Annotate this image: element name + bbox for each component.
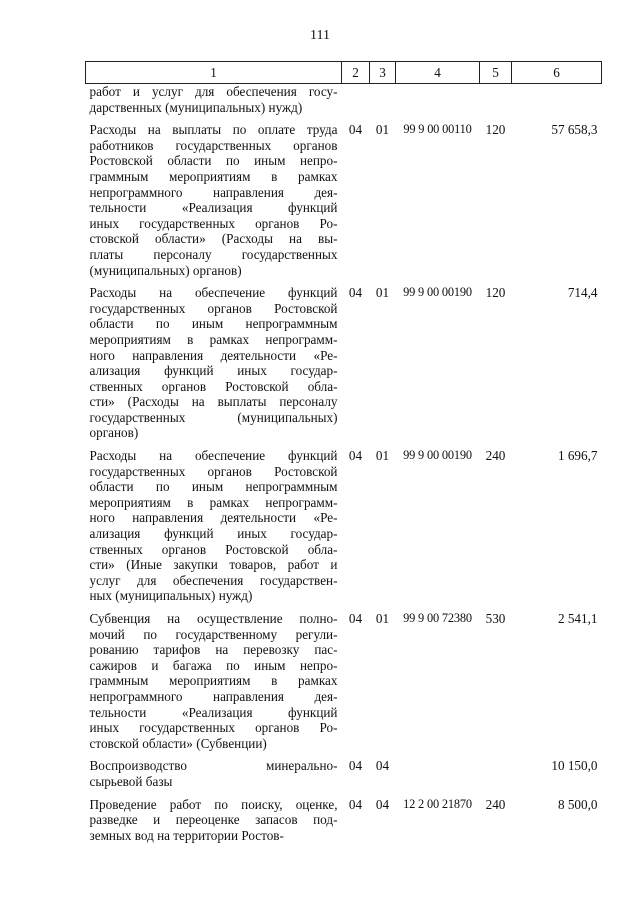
description-line: сти» (Иные закупки товаров, работ и: [89, 557, 338, 573]
header-col-3: 3: [370, 62, 396, 84]
row-target-code: 99 9 00 00190: [403, 285, 472, 300]
description-line: сти» (Расходы на выплаты персоналу: [89, 394, 338, 410]
row-subsection: [370, 84, 396, 116]
description-line: ного направления деятельности «Ре-: [89, 510, 338, 526]
description-line: тельности «Реализация функций: [89, 200, 338, 216]
row-section: [342, 84, 370, 116]
row-target-code: 99 9 00 00110: [403, 122, 472, 137]
header-col-5: 5: [480, 62, 512, 84]
table-row: [86, 84, 602, 116]
description-line: земных вод на территории Ростов-: [89, 827, 284, 843]
row-target-code: 99 9 00 72380: [403, 611, 472, 625]
row-amount: 57 658,3: [551, 122, 598, 138]
row-section: 04: [348, 448, 363, 464]
description-line: государственных органов Ростовской: [89, 463, 338, 479]
row-description: [86, 84, 342, 116]
header-col-1: 1: [86, 62, 342, 84]
table-row: [86, 790, 602, 844]
row-expense-type: 120: [485, 285, 506, 301]
description-line: Ростовской области по иным непро-: [89, 153, 338, 169]
row-target-code: [396, 751, 480, 789]
description-line: сажиров и багажа по иным непро-: [89, 657, 338, 673]
table-row: [86, 278, 602, 441]
description-line: рованию тарифов на перевозку пас-: [89, 642, 338, 658]
row-amount: [512, 84, 602, 116]
description-line: сырьевой базы: [89, 773, 173, 789]
description-line: мочий по государственному регули-: [89, 626, 338, 642]
row-subsection: 04: [375, 758, 390, 774]
row-amount: 2 541,1: [557, 611, 598, 626]
row-description: [86, 604, 342, 751]
description-line: непрограммного направления дея-: [89, 688, 338, 704]
row-description: [86, 790, 342, 844]
table-row: [86, 604, 602, 751]
row-expense-type: 240: [485, 796, 506, 812]
header-col-2: 2: [342, 62, 370, 84]
row-expense-type: [480, 84, 512, 116]
description-line: ного направления деятельности «Ре-: [89, 347, 338, 363]
row-subsection: 01: [375, 448, 390, 464]
row-description: [86, 751, 342, 789]
row-subsection: 04: [375, 796, 390, 812]
description-line: тельности «Реализация функций: [89, 704, 338, 720]
budget-table: [85, 61, 602, 843]
description-line: работников государственных органов: [89, 137, 338, 153]
table-row: [86, 441, 602, 604]
description-line: дарственных (муниципальных) нужд): [89, 99, 303, 115]
row-section: 04: [348, 758, 363, 774]
row-section: 04: [348, 285, 363, 301]
table-body: [86, 84, 602, 844]
row-expense-type: 240: [485, 448, 506, 464]
table-header: [86, 62, 602, 84]
row-target-code: 12 2 00 21870: [403, 796, 472, 811]
page-number: 111: [310, 28, 330, 43]
header-col-4: 4: [396, 62, 480, 84]
row-description: [86, 278, 342, 441]
description-line: Субвенция на осуществление полно-: [89, 611, 338, 626]
row-description: [86, 441, 342, 604]
row-amount: 8 500,0: [557, 796, 598, 812]
row-subsection: 01: [375, 285, 390, 301]
description-line: разведке и переоценке запасов под-: [89, 812, 338, 828]
row-section: 04: [348, 122, 363, 138]
description-line: непрограммного направления дея-: [89, 184, 338, 200]
description-line: государственных органов Ростовской: [89, 300, 338, 316]
row-amount: 1 696,7: [557, 448, 598, 464]
description-line: государственных (муниципальных): [89, 409, 338, 425]
description-line: ственных органов Ростовской обла-: [89, 541, 338, 557]
header-col-6: 6: [512, 62, 602, 84]
table-row: [86, 115, 602, 278]
row-expense-type: [480, 751, 512, 789]
description-line: Воспроизводство минерально-: [89, 758, 338, 774]
description-line: иных государственных органов Ро-: [89, 720, 338, 736]
row-amount: 10 150,0: [551, 758, 598, 774]
description-line: области по иным непрограммным: [89, 479, 338, 495]
row-amount: 714,4: [567, 285, 598, 301]
description-line: (муниципальных) органов): [89, 262, 242, 278]
row-target-code: 99 9 00 00190: [403, 448, 472, 463]
row-subsection: 01: [375, 122, 390, 138]
description-line: Расходы на выплаты по оплате труда: [89, 122, 338, 138]
description-line: органов): [89, 425, 139, 441]
row-target-code: [396, 84, 480, 116]
row-section: 04: [348, 796, 363, 812]
description-line: граммным мероприятиям в рамках: [89, 168, 338, 184]
description-line: ализация функций иных государ-: [89, 526, 338, 542]
description-line: ализация функций иных государ-: [89, 363, 338, 379]
description-line: Проведение работ по поиску, оценке,: [89, 796, 338, 812]
description-line: ственных органов Ростовской обла-: [89, 378, 338, 394]
description-line: ных (муниципальных) нужд): [89, 588, 253, 604]
description-line: работ и услуг для обеспечения госу-: [89, 84, 338, 99]
description-line: мероприятиям в рамках непрограмм-: [89, 494, 338, 510]
description-line: стовской области» (Расходы на вы-: [89, 231, 338, 247]
row-expense-type: 120: [485, 122, 506, 138]
description-line: области по иным непрограммным: [89, 316, 338, 332]
description-line: Расходы на обеспечение функций: [89, 448, 338, 464]
description-line: граммным мероприятиям в рамках: [89, 673, 338, 689]
row-section: 04: [348, 611, 363, 626]
row-subsection: 01: [375, 611, 390, 626]
row-description: [86, 115, 342, 278]
description-line: Расходы на обеспечение функций: [89, 285, 338, 301]
description-line: иных государственных органов Ро-: [89, 215, 338, 231]
description-line: мероприятиям в рамках непрограмм-: [89, 331, 338, 347]
row-expense-type: 530: [485, 611, 506, 626]
description-line: услуг для обеспечения государствен-: [89, 572, 338, 588]
description-line: стовской области» (Субвенции): [89, 735, 267, 751]
description-line: платы персоналу государственных: [89, 246, 338, 262]
table-row: [86, 751, 602, 789]
